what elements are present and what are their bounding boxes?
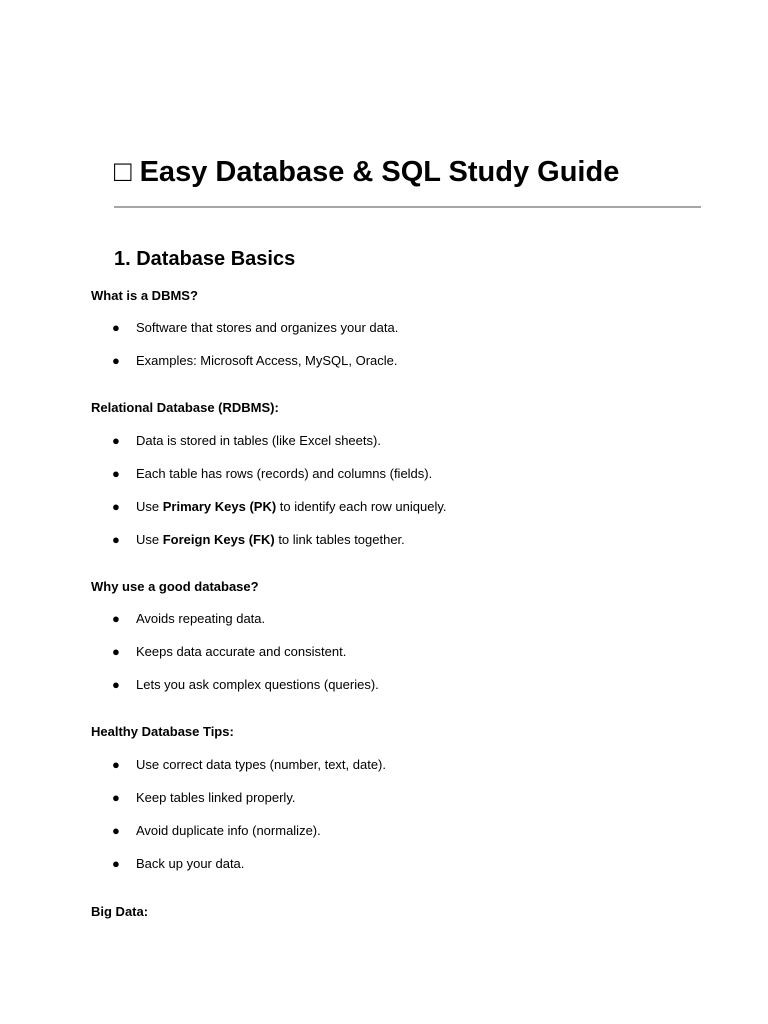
list-item-text: Each table has rows (records) and columns (fields). bbox=[136, 466, 433, 481]
list-item-text: Avoids repeating data. bbox=[136, 611, 266, 626]
pk-text-pre: Use bbox=[136, 499, 163, 514]
bullet-icon: ● bbox=[112, 790, 120, 805]
subheading-rdbms: Relational Database (RDBMS): bbox=[91, 400, 279, 415]
bullet-icon: ● bbox=[112, 677, 120, 692]
list-item-text bbox=[136, 531, 405, 549]
list-item-text bbox=[136, 498, 447, 516]
subheading-big-data: Big Data: bbox=[91, 904, 149, 919]
bullet-icon: ● bbox=[112, 466, 120, 481]
subheading-why: Why use a good database? bbox=[91, 579, 259, 594]
bullet-icon: ● bbox=[112, 499, 120, 514]
bullet-icon: ● bbox=[112, 757, 120, 772]
list-item-text: Examples: Microsoft Access, MySQL, Oracle. bbox=[136, 353, 398, 368]
list-item-text: Avoid duplicate info (normalize). bbox=[136, 823, 321, 838]
bullet-icon: ● bbox=[112, 320, 120, 335]
list-item-text: Keeps data accurate and consistent. bbox=[136, 644, 347, 659]
primary-keys-term: Primary Keys (PK) bbox=[162, 499, 277, 514]
bullet-icon: ● bbox=[112, 823, 120, 838]
foreign-keys-term: Foreign Keys (FK) bbox=[162, 532, 275, 547]
list-item-text: Keep tables linked properly. bbox=[136, 790, 296, 805]
pk-text-post: to identify each row uniquely. bbox=[276, 499, 447, 514]
bullet-icon: ● bbox=[112, 644, 120, 659]
bullet-icon: ● bbox=[112, 856, 120, 871]
bullet-icon: ● bbox=[112, 611, 120, 626]
list-item-text: Data is stored in tables (like Excel sheets). bbox=[136, 433, 381, 448]
title-divider bbox=[114, 206, 701, 208]
document-title bbox=[114, 154, 619, 190]
fk-text-pre: Use bbox=[136, 532, 163, 547]
title-icon: □ bbox=[114, 156, 132, 188]
fk-text-post: to link tables together. bbox=[274, 532, 405, 547]
list-item-text: Use correct data types (number, text, date). bbox=[136, 757, 387, 772]
section-heading-database-basics: 1. Database Basics bbox=[114, 248, 296, 270]
bullet-icon: ● bbox=[112, 433, 120, 448]
subheading-dbms: What is a DBMS? bbox=[91, 288, 198, 303]
list-item-text: Software that stores and organizes your data. bbox=[136, 320, 399, 335]
bullet-icon: ● bbox=[112, 532, 120, 547]
list-item-text: Lets you ask complex questions (queries). bbox=[136, 677, 379, 692]
list-item-text: Back up your data. bbox=[136, 856, 245, 871]
title-text: Easy Database & SQL Study Guide bbox=[139, 156, 620, 188]
subheading-tips: Healthy Database Tips: bbox=[91, 724, 234, 739]
bullet-icon: ● bbox=[112, 353, 120, 368]
